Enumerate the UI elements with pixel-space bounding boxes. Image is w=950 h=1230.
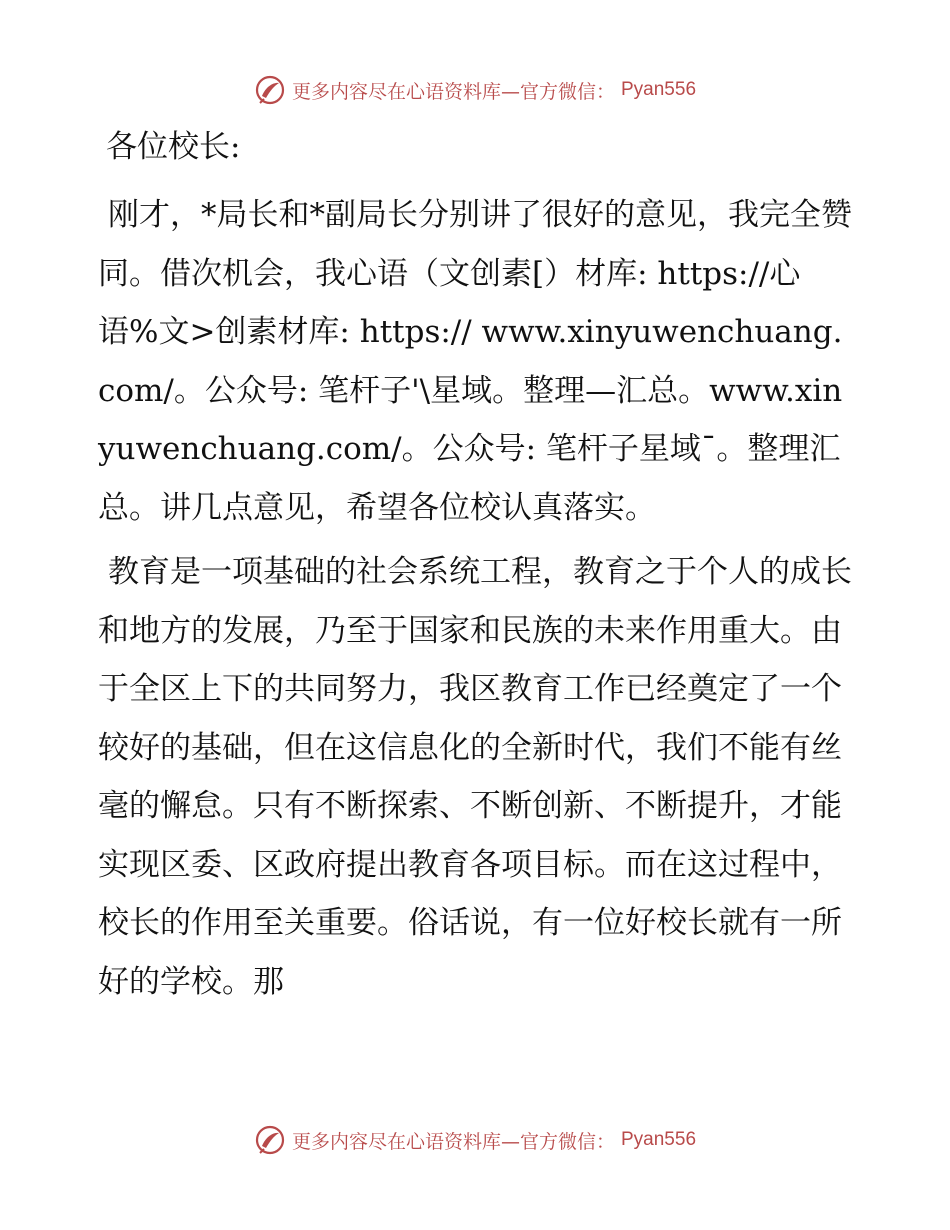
header-watermark-text: 更多内容尽在心语资料库—官方微信： <box>291 80 615 103</box>
pen-swirl-logo-icon <box>254 1124 286 1156</box>
paragraph-2: 教育是一项基础的社会系统工程，教育之于个人的成长和地方的发展，乃至于国家和民族的未来作用重大。由于全区上下的共同努力，我区教育工作已经奠定了一个较好的基础，但在这信息化的全新时代，我们不能有丝毫的懈怠。只有不断探索、不断创新、不断提升，才能实现区委、区政府提出教育各项目标。而在这过程中，校长的作用至关重要。俗话说，有一位好校长就有一所好的学校。那 <box>98 554 852 1000</box>
footer-watermark-banner <box>0 1120 950 1160</box>
header-watermark-banner <box>0 70 950 110</box>
footer-watermark-text: 更多内容尽在心语资料库—官方微信： <box>291 1130 615 1153</box>
greeting-line: 各位校长: <box>106 129 241 165</box>
pen-swirl-logo-icon <box>254 74 286 106</box>
header-watermark-id: Pyan556 <box>621 79 697 100</box>
footer-watermark-id: Pyan556 <box>621 1129 697 1150</box>
paragraph-1: 刚才，*局长和*副局长分别讲了很好的意见，我完全赞同。借次机会，我心语（文创素[）材库: https://心语%文>创素材库: https:// www.xinyuwenchuang.com/。公众号: 笔杆子'\星域。整理—汇总。www.xinyuwenchuang.com/。公众号: 笔杆子星域¯。整理汇总。讲几点意见，希望各位校认真落实。 <box>98 197 852 526</box>
document-body <box>98 120 858 1017</box>
